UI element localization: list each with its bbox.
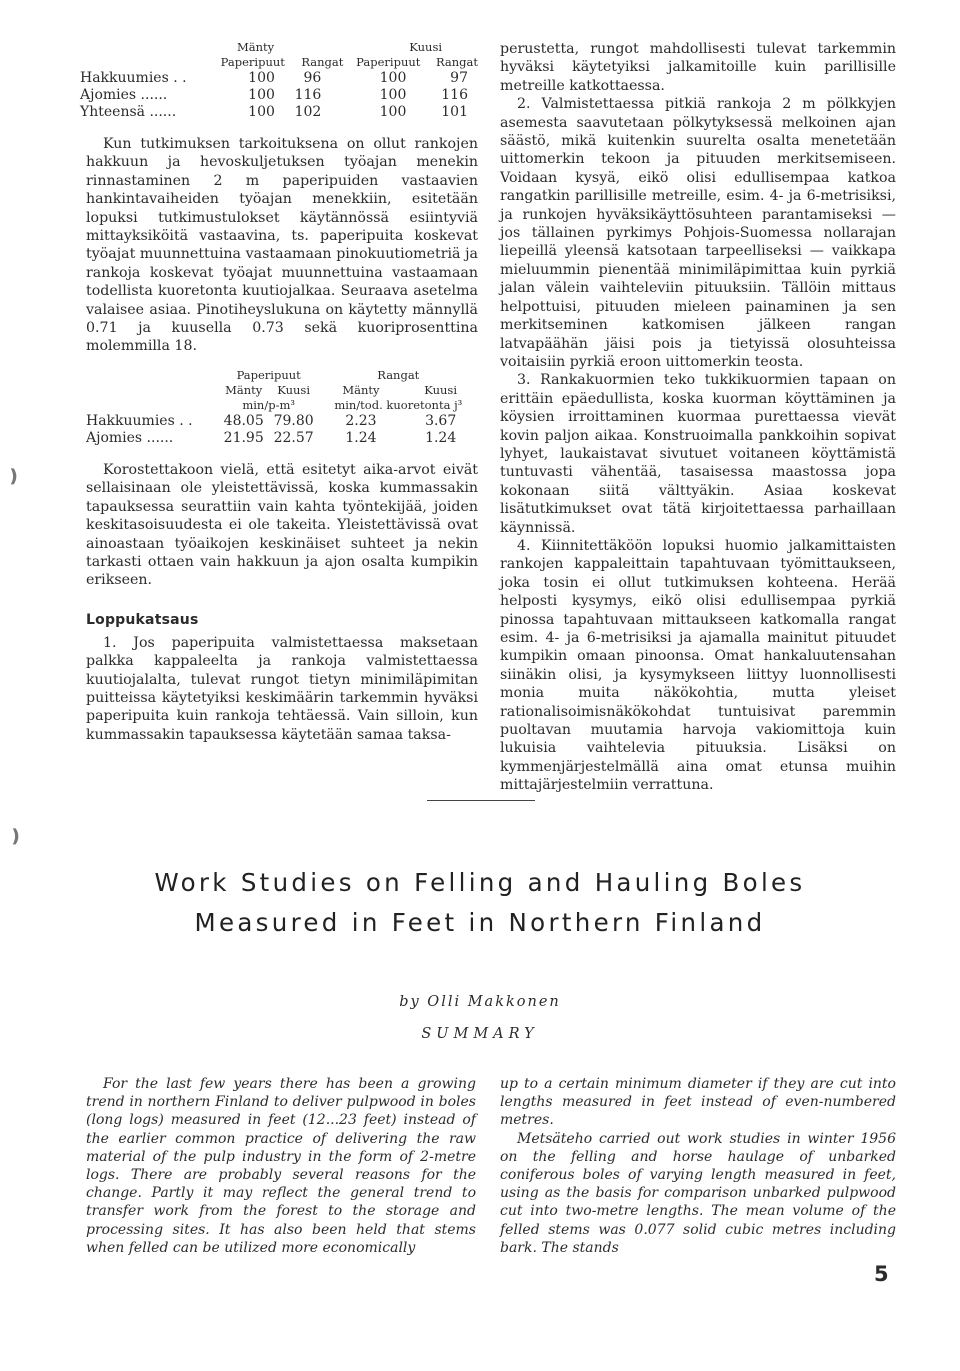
- row-label: Ajomies ......: [86, 429, 174, 446]
- summary-label: SUMMARY: [421, 1026, 539, 1042]
- table-cell: 101: [441, 104, 468, 120]
- body-paragraph: perustetta, rungot mahdollisesti tulevat tarkemmin hyväksi käytetyiksi jalkamitoille kuin parillisille metreille katkottaessa.: [500, 41, 896, 94]
- summary-title-line2: Measured in Feet in Northern Finland: [194, 908, 766, 937]
- table-row: [80, 70, 478, 87]
- table-cell: 96: [303, 70, 322, 86]
- summary-right-column: [500, 1075, 896, 1257]
- table-cell: 102: [294, 104, 322, 120]
- time-index-table: [80, 40, 478, 121]
- table-cell: 1.24: [345, 429, 377, 446]
- table-cell: 21.95: [223, 429, 264, 446]
- table-row: [80, 87, 478, 104]
- table1-group-header: Mänty: [237, 40, 275, 54]
- section-heading: Loppukatsaus: [86, 611, 199, 628]
- table-cell: 22.57: [273, 429, 314, 446]
- table-row: [86, 430, 478, 447]
- body-paragraph: Korostettakoon vielä, että esitetyt aika-arvot eivät sellaisinaan ole yleistettävissä, koska kummassakin tapauksessa seurattiin vain kahta työntekijää, joiden keskitasoisuudesta ei ole takeita. Yleistettävissä ovat ainoastaan työaikojen keskinäiset suhteet ja nekin tarkasti ottaen vain hakkuun ja ajon osalta kumpikin erikseen.: [86, 461, 478, 589]
- table-cell: 97: [450, 70, 468, 86]
- table-cell: 2.23: [345, 412, 377, 429]
- table-cell: 3.67: [425, 412, 457, 429]
- body-paragraph: 4. Kiinnitettäköön lopuksi huomio jalkamittaisten rankojen kappaleittain tapahtuvaan työmittaukseen, joka tosin ei ollut tutkimuksen kohteena. Herää helposti kysymys, eikö olisi edullisempaa pyrkiä pinossa tapahtuvaan mittaukseen katkomalla rangat esim. 4- ja 6-metrisiksi ja ajamalla mainitut pituudet kumpikin omaan pinoonsa. Omat hankaluutensahan siinäkin olisi, ja kysymykseen liittyy luonnollisesti monia muita näkökohtia, mutta yleiset rationalisoimisnäkökohdat tuntuisivat paremmin puoltavan muutamia harvoja vakiomittoja kuin lukuisia vaihtelevia pituuksia. Lisäksi on kymmenjärjestelmällä aina omat etunsa muihin mittajärjestelmiin verrattuna.: [500, 537, 896, 794]
- body-paragraph: Kun tutkimuksen tarkoituksena on ollut rankojen hakkuun ja hevoskuljetuksen työajan menekin rinnastaminen 2 m paperipuiden vastaavien hankintavaiheiden työajan menekkiin, esitetään lopuksi tutkimustulokset käytännössä esiintyviä mittayksiköitä vastaavina, ts. paperipuita koskevat työajat muunnettuina vastaamaan pinokuutiometriä ja rankoja koskevat työajat muunnettuina vastaamaan todellista kuoretonta kuutiojalkaa. Seuraava asetelma valaisee asiaa. Pinotiheyslukuna on käytetty männyllä 0.71 ja kuusella 0.73 sekä kuoriprosenttina molemmilla 18.: [86, 136, 478, 355]
- table2-group-header: Paperipuut: [236, 367, 301, 382]
- table1-sub-header: Paperipuut: [356, 55, 421, 69]
- row-label: Ajomies ......: [80, 87, 168, 103]
- margin-mark: ❫: [8, 826, 24, 847]
- table-cell: 100: [379, 70, 407, 86]
- table-cell: 48.05: [223, 412, 264, 429]
- section-divider: [427, 800, 535, 801]
- table2-sub-header: Kuusi: [424, 382, 458, 397]
- table2-sub-header: Kuusi: [277, 382, 310, 397]
- table2-unit: min/tod. kuoretonta j³: [334, 397, 463, 412]
- right-column: [500, 40, 896, 795]
- left-column: [80, 40, 478, 744]
- table2-sub-header: Mänty: [342, 382, 380, 397]
- table-cell: 116: [294, 87, 322, 103]
- table-cell: 100: [248, 87, 275, 103]
- summary-paragraph: Metsäteho carried out work studies in winter 1956 on the felling and horse haulage of unbarked coniferous boles of varying length measured in feet, using as the basis for comparison unbarked pulpwood cut into two-metre lengths. The mean volume of the felled stems was 0.077 solid cubic metres including bark. The stands: [500, 1130, 896, 1256]
- table1-sub-header: Rangat: [301, 55, 344, 69]
- table1-sub-header: Rangat: [435, 55, 478, 69]
- summary-paragraph: up to a certain minimum diameter if they are cut into lengths measured in feet instead of even-numbered metres.: [500, 1076, 896, 1129]
- summary-left-column: [86, 1075, 476, 1257]
- summary-title-line1: Work Studies on Felling and Hauling Boles: [154, 868, 806, 897]
- table1-sub-header: Paperipuut: [220, 55, 285, 69]
- table-cell: 100: [248, 104, 275, 120]
- table-cell: 1.24: [425, 429, 457, 446]
- table1-group-header: Kuusi: [409, 40, 443, 54]
- row-label: Hakkuumies . .: [86, 412, 193, 429]
- table-cell: 100: [379, 87, 407, 103]
- margin-mark: ❫: [6, 466, 22, 487]
- body-paragraph: 1. Jos paperipuita valmistettaessa maksetaan palkka kappaleelta ja rankoja valmistettaessa kuutiojalalta, tulevat rungot tietyn minimiläpimitan puitteissa käytetyiksi keskimäärin tarkemmin hyväksi paperipuita kuin rankoja tehtäessä. Vain silloin, kun kummassakin tapauksessa käytetään samaa taksa-: [86, 634, 478, 743]
- row-label: Hakkuumies . .: [80, 70, 187, 86]
- table2-unit: min/p-m³: [242, 397, 295, 412]
- page-number: 5: [874, 1262, 889, 1286]
- table2-sub-header: Mänty: [225, 382, 263, 397]
- table-cell: 116: [441, 87, 468, 103]
- row-label: Yhteensä ......: [80, 104, 177, 120]
- table2-group-header: Rangat: [377, 367, 420, 382]
- author-byline: by Olli Makkonen: [399, 994, 561, 1010]
- table-row: [80, 104, 478, 121]
- table-cell: 100: [248, 70, 275, 86]
- table-row: [86, 413, 478, 430]
- table-cell: 100: [379, 104, 407, 120]
- summary-paragraph: For the last few years there has been a growing trend in northern Finland to deliver pulpwood in boles (long logs) measured in feet (12...23 feet) instead of the earlier common practice of delivering the raw material of the pulp industry in the form of 2-metre logs. There are probably several reasons for the change. Partly it may reflect the general trend to transfer work from the forest to the storage and processing sites. It has also been held that stems when felled can be utilized more economically: [86, 1076, 476, 1256]
- body-paragraph: 2. Valmistettaessa pitkiä rankoja 2 m pölkkyjen asemesta saavutetaan pölkytyksessä melkoinen ajan säästö, mikä kuitenkin suurelta osalta menetetään uittomerkin tekoon ja pituuden merkitsemiseen. Voidaan kysyä, eikö olisi edullisempaa katkoa rangatkin parillisille metreille, esim. 4- ja 6-metrisiksi, ja runkojen hyväksikäyttösuhteen parantamiseksi — jos tällainen pyrkimys Pohjois-Suomessa nollarajan liepeillä yleensä katsotaan tarpeelliseksi — vaikkapa mieluummin pienentää minimiläpimittaa kuin pyrkiä jalan välein vaihteleviin pituuksiin. Tällöin mittaus helpottuisi, pituuden mieleen painaminen ja sen merkitseminen katkomisen jälkeen rangan latvapäähän jäisi pois ja tietyissä olosuhteissa voitaisiin pyrkiä eroon uittomerkin teosta.: [500, 96, 896, 370]
- converted-time-table: [86, 368, 478, 447]
- table-cell: 79.80: [273, 412, 314, 429]
- body-paragraph: 3. Rankakuormien teko tukkikuormien tapaan on erittäin epäedullista, koska kuorman köyttäminen ja köysien irroittaminen kuormaa purettaessa vievät kovin paljon aikaa. Konstruoimalla pankkoihin sopivat lyhyet, laukaistavat sivutuet voitaneen köyttämistä tuntuvasti vähentää, tasaisessa maastossa jopa kokonaan siitä välttyäkin. Asiaa koskevat lisätutkimukset ovat tätä kirjoitettaessa parhaillaan käynnissä.: [500, 372, 896, 536]
